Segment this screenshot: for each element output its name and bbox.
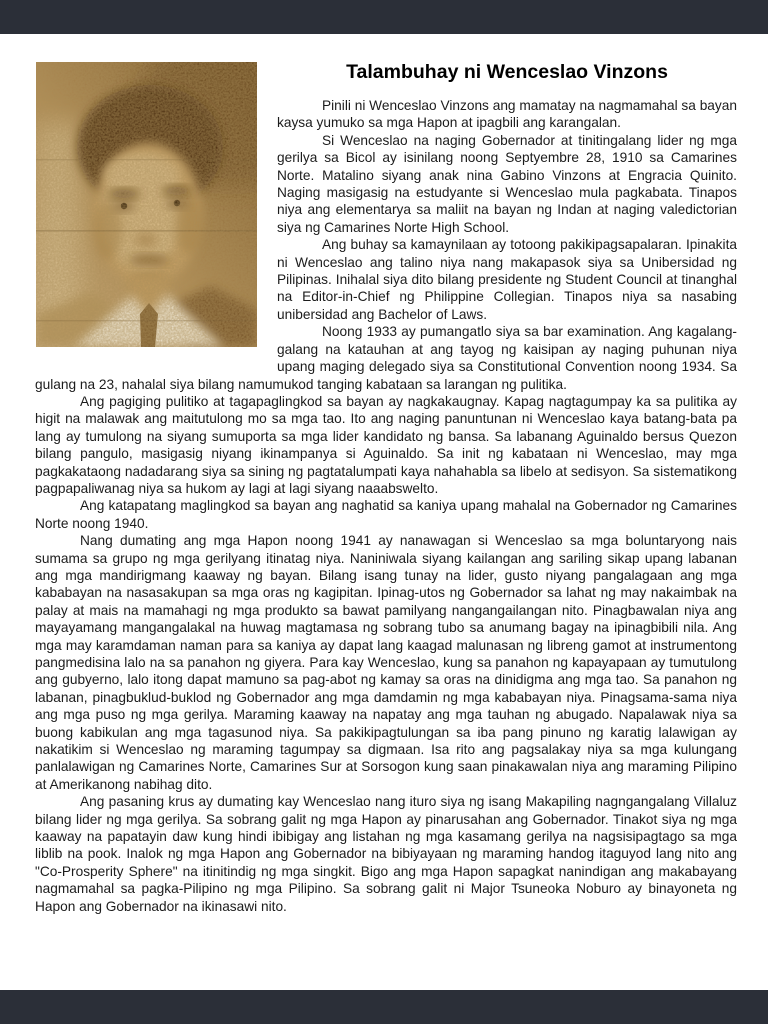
grain-overlay (36, 62, 257, 347)
page-title: Talambuhay ni Wenceslao Vinzons (346, 61, 668, 83)
paragraph-8: Ang pasaning krus ay dumating kay Wenceslao nang ituro siya ng isang Makapiling nagngangalang Villaluz bilang lider ng mga gerilya. Sa sobrang galit ng mga Hapon ay pinarusahan ang Gobernador. Tinakot siya ng mga kaaway na papatayin daw kung hindi ibibigay ang listahan ng mga kasamang gerilya na nagsisipagtago sa mga liblib na pook. Inalok ng mga Hapon ang Gobernador na bibiyayaan ng maraming handog itaguyod lang nito ang "Co-Prosperity Sphere" na itinitindig ng mga singkit. Bigo ang mga Hapon sapagkat nanindigan ang makabayang nagmamahal sa pagka-Pilipino ng mga Pilipino. Sa sobrang galit ni Major Tsuneoka Noburo ay binayoneta ng Hapon ang Gobernador na ikinasawi nito. (35, 794, 737, 914)
paragraph-7: Nang dumating ang mga Hapon noong 1941 ay nanawagan si Wenceslao sa mga boluntaryong nais sumama sa grupo ng mga gerilyang itinatag niya. Naniniwala siyang kailangan ang sariling sikap upang labanan ang mga mandirigmang kaaway ng bayan. Bilang isang tunay na lider, gusto niyang pangalagaan ang mga kababayan na nasasakupan sa mga oras ng kagipitan. Ipinag-utos ng Gobernador sa lahat ng may nakaimbak na palay at mais na mamahagi ng mga produkto sa bawat pamilyang nangangailangan nito. Pinagbawalan niya ang mayayamang mangangalakal na huwag magtamasa ng sobrang tubo sa anumang bagay na ipinagbibili nila. Ang mga may karamdaman naman para sa kaniya ay dapat lang kaagad malunasan ng libreng gamot at instrumentong pangmedisina lalo na sa panahon ng giyera. Para kay Wenceslao, kung sa panahon ng kapayapaan ay tumutulong ang gubyerno, lalo itong dapat mamuno sa pag-abot ng kamay sa oras na dinidigma ang mga tao. Sa panahon ng labanan, pinagbuklud-buklod ng Gobernador ang mga damdamin ng mga kababayan niya. Pinagsama-sama niya ang mga puso ng mga gerilya. Maraming kaaway na napatay ang mga tauhan ng abugado. Napalawak niya sa buong kabikulan ang mga tagasunod niya. Sa pakikipagtulungan sa iba pang pinuno ng karatig lalawigan ay nakatikim si Wenceslao ng maraming tagumpay sa digmaan. Isa rito ang pagsalakay niya sa mga kulungang panlalawigan ng Camarines Norte, Camarines Sur at Sorsogon kung saan pinakawalan niya ang maraming Pilipino at Amerikanong nabihag dito. (35, 533, 737, 792)
page-content (0, 34, 768, 915)
paragraph-2: Si Wenceslao na naging Gobernador at tinitingalang lider ng mga gerilya sa Bicol ay isinilang noong Septyembre 28, 1910 sa Camarines Norte. Matalino siyang anak nina Gabino Vinzons at Engracia Quinito. Naging masigasig na estudyante si Wenceslao mula pagkabata. Tinapos niya ang elementarya sa maliit na bayan ng Indan at naging valedictorian siya ng Camarines Norte High School. (277, 132, 737, 235)
paragraph-3: Ang buhay sa kamaynilaan ay totoong pakikipagsapalaran. Ipinakita ni Wenceslao ang talino niya nang makapasok siya sa Unibersidad ng Pilipinas. Inihalal siya dito bilang presidente ng Student Council at tinanghal na Editor-in-Chief ng Philippine Collegian. Tinapos niya sa nasabing unibersidad ang Bachelor of Laws. (277, 237, 737, 322)
paragraph-6: Ang katapatang maglingkod sa bayan ang naghatid sa kaniya upang mahalal na Gobernador ng Camarines Norte noong 1940. (35, 498, 737, 531)
wenceslao-vinzons-portrait (36, 62, 257, 347)
paragraph-1: Pinili ni Wenceslao Vinzons ang mamatay na nagmamahal sa bayan kaysa yumuko sa mga Hapon at ipagbili ang karangalan. (277, 98, 737, 131)
document-page (0, 34, 768, 990)
paragraph-4: Noong 1933 ay pumangatlo siya sa bar examination. Ang kagalang-galang na katauhan at ang tayog ng kaisipan ay naging puhunan niya upang maging delegado siya sa Constitutional Convention noong 1934. Sa gulang na 23, nahalal siya bilang namumukod tanging kabataan sa larangan ng pulitika. (35, 324, 737, 392)
portrait-image (36, 62, 257, 347)
paragraph-5: Ang pagiging pulitiko at tagapaglingkod sa bayan ay nagkakaugnay. Kapag nagtagumpay ka sa pulitika ay higit na malawak ang maitutulong mo sa mga tao. Ito ang naging panuntunan ni Wenceslao kaya batang-bata pa lang ay tumulong na siyang sumuporta sa mga lider kandidato ng bansa. Sa labanang Aguinaldo bersus Quezon bilang pangulo, masigasig niyang ikinampanya si Aguinaldo. Sa init ng kabataan ni Wenceslao, may mga pagkakataong nadadarang siya sa sining ng pagtatalumpati kaya nahahabla sa libelo at sedisyon. Sa sistematikong pagpapaliwanag niya sa hukom ay lagi at lagi siyang naaabswelto. (35, 393, 737, 496)
